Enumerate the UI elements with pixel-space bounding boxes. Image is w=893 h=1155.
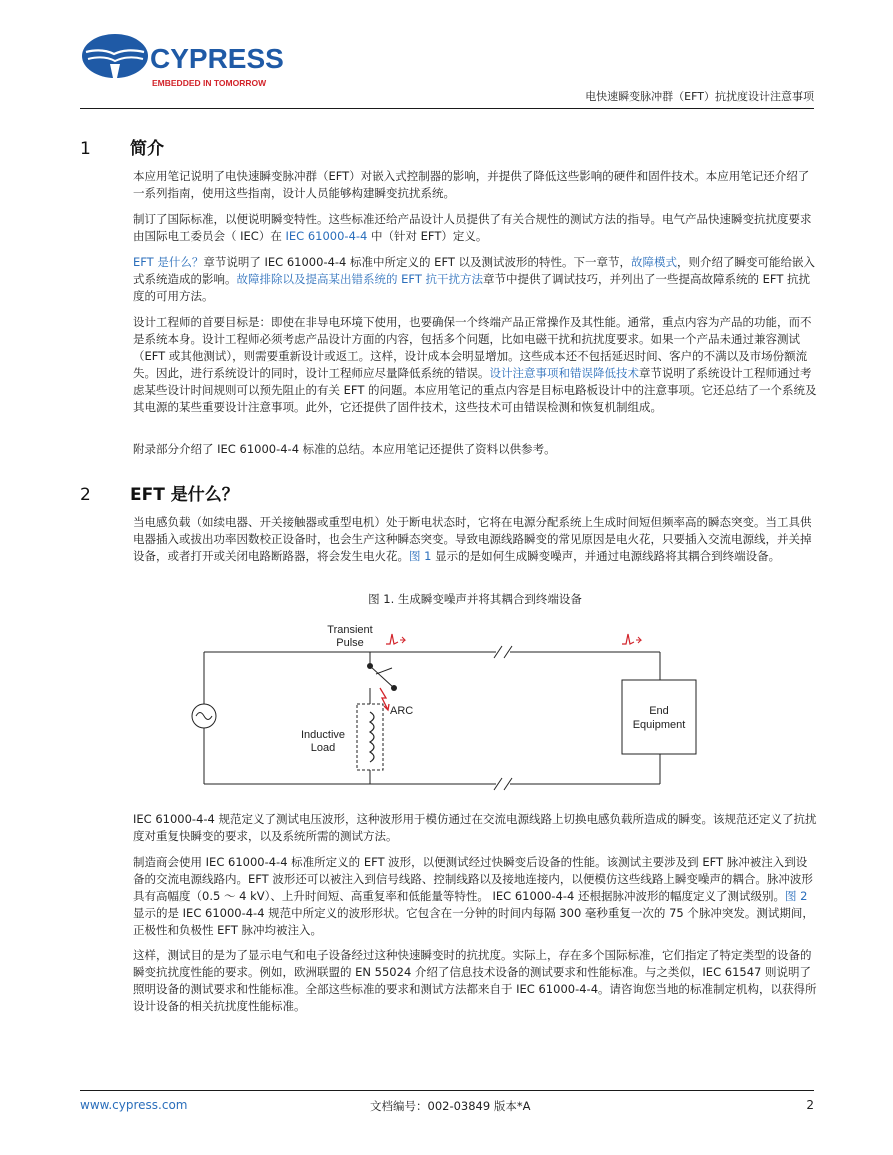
end-equipment-label-2: Equipment bbox=[632, 719, 686, 731]
text-run: 中（针对 EFT）定义。 bbox=[367, 229, 488, 243]
figure-2-link[interactable]: 图 2 bbox=[785, 889, 808, 903]
header-divider bbox=[80, 108, 814, 109]
header-doc-title: 电快速瞬变脉冲群（EFT）抗扰度设计注意事项 bbox=[585, 90, 814, 103]
inductive-load-label-2: Load bbox=[310, 742, 336, 754]
logo-text: CYPRESS bbox=[150, 43, 284, 74]
section-2-paragraph-1 bbox=[133, 514, 817, 565]
footer-divider bbox=[80, 1090, 814, 1091]
switch-arm bbox=[370, 666, 394, 688]
text-run: 显示的是如何生成瞬变噪声，并通过电源线路将其耦合到终端设备。 bbox=[431, 549, 781, 563]
logo-tagline: EMBEDDED IN TOMORROW bbox=[152, 78, 267, 88]
section-1-title: 简介 bbox=[130, 139, 164, 159]
switch-contact-bottom bbox=[391, 685, 397, 691]
inductive-load-label-1: Inductive bbox=[300, 729, 346, 741]
transient-label-1: Transient bbox=[327, 624, 373, 636]
section-1-paragraph-3 bbox=[133, 254, 817, 305]
transient-pulse-icon bbox=[386, 634, 405, 644]
section-2-paragraph-3 bbox=[133, 854, 817, 939]
section-2-heading bbox=[80, 480, 239, 505]
end-equipment-label-1: End bbox=[649, 705, 669, 717]
section-1-number: 1 bbox=[80, 139, 91, 159]
inductor-coil-icon bbox=[370, 712, 374, 762]
arc-label: ARC bbox=[390, 705, 414, 717]
failure-modes-link[interactable]: 故障模式 bbox=[631, 255, 678, 269]
cypress-logo bbox=[80, 28, 290, 98]
cypress-tree-icon bbox=[80, 28, 290, 98]
troubleshooting-link[interactable]: 故障排除以及提高某出错系统的 EFT 抗干扰方法 bbox=[236, 272, 484, 286]
text-run: 章节说明了系统设计工程师通过考虑某些设计时间规则可以预先阻止的有关 EFT 的问题。本应用笔记的重点内容是目标电路板设计中的注意事项。它还总结了一个系统及其电源的某些重要设计注意事项。此外，它还提供了固件技术，这些技术可由错误检测和恢复机制组成。 bbox=[133, 366, 817, 414]
text-run: ，则介绍了瞬变可能给嵌入式系统造成的影响。 bbox=[133, 255, 816, 286]
transient-label-2: Pulse bbox=[336, 637, 364, 649]
eft-what-is-link[interactable]: EFT 是什么？ bbox=[133, 255, 204, 269]
text-run: 制造商会使用 IEC 61000-4-4 标准所定义的 EFT 波形，以便测试经过快瞬变后设备的性能。该测试主要涉及到 EFT 脉冲被注入到设备的交流电源线路内。EFT 波形还可以被注入到信号线路、控制线路以及接地连接内，以便模仿这些线路上瞬变噪声的耦合。脉冲波形具有高幅度（0.5 ～ 4 kV）、上升时间短、高重复率和低能量等特性。 IEC 61000-4-4 还根据脉冲波形的幅度定义了测试级别。 bbox=[133, 855, 813, 903]
section-1-heading bbox=[80, 134, 164, 159]
figure-1-link[interactable]: 图 1 bbox=[409, 549, 432, 563]
section-2-title: EFT 是什么？ bbox=[130, 485, 239, 505]
section-1-paragraph-4 bbox=[133, 314, 817, 416]
text-run: 章节中提供了调试技巧，并列出了一些提高故障系统的 EFT 抗扰度的可用方法。 bbox=[133, 272, 811, 303]
text-run: 当电感负载（如续电器、开关接触器或重型电机）处于断电状态时，它将在电源分配系统上生成时间短但频率高的瞬态突变。当工具供电器插入或拔出功率因数校正设备时，也会生产这种瞬态突变。导致电源线路瞬变的常见原因是电火花，只要插入交流电源线，并关掉设备，或者打开或关闭电路断路器，将会发生电火花。 bbox=[133, 515, 812, 563]
footer-page-number: 2 bbox=[806, 1098, 814, 1112]
section-1-paragraph-1: 本应用笔记说明了电快速瞬变脉冲群（EFT）对嵌入式控制器的影响，并提供了降低这些影响的硬件和固件技术。本应用笔记还介绍了一系列指南，使用这些指南，设计人员能够构建瞬变抗扰系统。 bbox=[133, 169, 810, 200]
section-1-paragraph-2 bbox=[133, 211, 817, 245]
text-run: 设计工程师的首要目标是：即使在非导电环境下使用，也要确保一个终端产品正常操作及其性能。通常，重点内容为产品的功能，而不是系统本身。设计工程师必须考虑产品设计方面的内容，包括多个问题，比如电磁干扰和抗扰度要求。如果一个产品未通过兼容测试（EFT 或其他测试），则需要重新设计或返工。这样，设计成本会明显增加。这些成本还不包括延迟时间、客户的不满以及市场份额流失。因此，进行系统设计的同时，设计工程师应尽量降低系统的错误。 bbox=[133, 315, 812, 380]
ac-source-icon bbox=[192, 704, 216, 728]
design-considerations-link[interactable]: 设计注意事项和错误降低技术 bbox=[489, 366, 639, 380]
figure-1-caption: 图 1. 生成瞬变噪声并将其耦合到终端设备 bbox=[368, 592, 582, 606]
footer-website-link[interactable]: www.cypress.com bbox=[80, 1098, 188, 1112]
transient-pulse-icon-right bbox=[622, 634, 641, 644]
section-2-paragraph-4: 这样，测试目的是为了显示电气和电子设备经过这种快速瞬变时的抗扰度。实际上，存在多个国际标准，它们指定了特定类型的设备的瞬变抗扰度性能的要求。例如，欧洲联盟的 EN 55024 介绍了信息技术设备的测试要求和性能标准。与之类似，IEC 61547 则说明了照明设备的测试要求和性能标准。全部这些标准的要求和测试方法都来自于 IEC 61000-4-4。请咨询您当地的标准制定机构，以获得所设计设备的相关抗扰度性能标准。 bbox=[133, 948, 817, 1013]
iec-61000-4-4-link[interactable]: IEC 61000-4-4 bbox=[285, 229, 368, 243]
footer-doc-number: 文档编号：002-03849 版本*A bbox=[370, 1099, 531, 1113]
section-2-number: 2 bbox=[80, 485, 91, 505]
figure-1-diagram bbox=[180, 620, 686, 800]
section-1-paragraph-5: 附录部分介绍了 IEC 61000-4-4 标准的总结。本应用笔记还提供了资料以供参考。 bbox=[133, 442, 556, 456]
text-run: 显示的是 IEC 61000-4-4 规范中所定义的波形形状。它包含在一分钟的时间内每隔 300 毫秒重复一次的 75 个脉冲突发。测试期间，正极性和负极性 EFT 脉冲均被注入。 bbox=[133, 906, 814, 937]
inductive-load-box bbox=[357, 704, 383, 770]
text-run: 章节说明了 IEC 61000-4-4 标准中所定义的 EFT 以及测试波形的特性。下一章节， bbox=[203, 255, 632, 269]
text-run: 制订了国际标准，以便说明瞬变特性。这些标准还给产品设计人员提供了有关合规性的测试方法的指导。电气产品快速瞬变抗扰度要求由国际电工委员会（ IEC）在 bbox=[133, 212, 812, 243]
end-equipment-box bbox=[622, 680, 696, 754]
section-2-paragraph-2: IEC 61000-4-4 规范定义了测试电压波形，这种波形用于模仿通过在交流电源线路上切换电感负载所造成的瞬变。该规范还定义了抗扰度对重复快瞬变的要求，以及系统所需的测试方法。 bbox=[133, 812, 817, 843]
